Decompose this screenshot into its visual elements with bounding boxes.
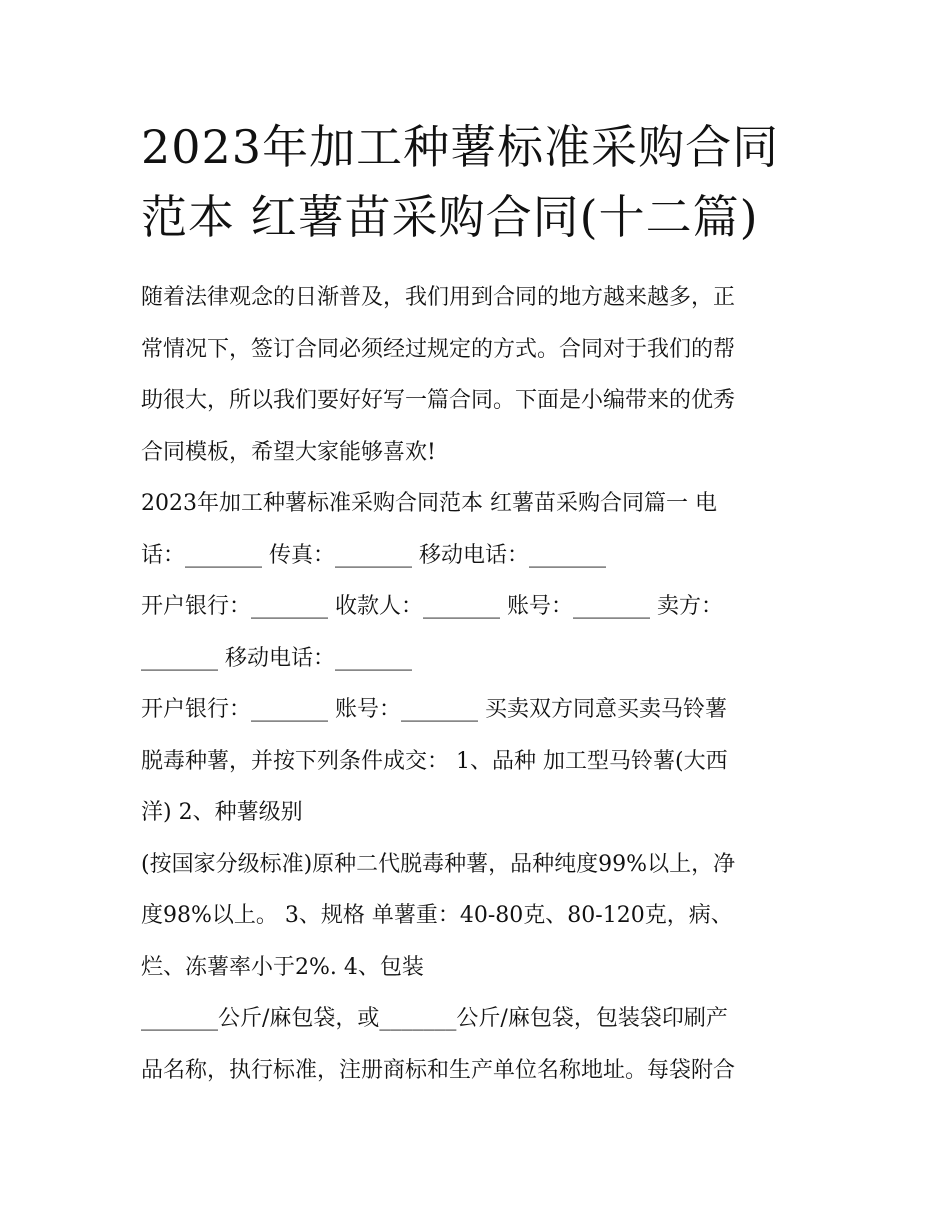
body-line: 品名称，执行标准，注册商标和生产单位名称地址。每袋附合 — [141, 1057, 736, 1083]
body-line: 2023年加工种薯标准采购合同范本 红薯苗采购合同篇一 电 — [141, 491, 717, 516]
title-line: 范本 红薯苗采购合同(十二篇) — [141, 190, 759, 244]
body-line: 脱毒种薯，并按下列条件成交： 1、品种 加工型马铃薯(大西 — [141, 748, 728, 774]
body-line: 度98%以上。 3、规格 单薯重：40-80克、80-120克，病、 — [141, 903, 733, 928]
body-line: 洋) 2、种薯级别 — [141, 800, 303, 825]
title-line: 2023年加工种薯标准采购合同 — [141, 120, 780, 174]
body-line: 合同模板，希望大家能够喜欢! — [141, 439, 436, 465]
body-line: _______ 移动电话：_______ — [141, 645, 412, 671]
body-line: _______公斤/麻包袋，或_______公斤/麻包袋，包装袋印刷产 — [141, 1006, 728, 1031]
body-line: (按国家分级标准)原种二代脱毒种薯，品种纯度99%以上，净 — [141, 851, 736, 877]
body-line: 开户银行：_______ 账号：_______ 买卖双方同意买卖马铃薯 — [141, 697, 727, 722]
body-line: 话：_______ 传真：_______ 移动电话：_______ — [141, 542, 606, 568]
body-line: 随着法律观念的日渐普及，我们用到合同的地方越来越多，正 — [141, 285, 736, 310]
body-line: 烂、冻薯率小于2%. 4、包装 — [141, 954, 424, 980]
body-line: 常情况下，签订合同必须经过规定的方式。合同对于我们的帮 — [141, 336, 736, 362]
body-line: 开户银行：_______ 收款人：_______ 账号：_______ 卖方： — [141, 594, 723, 619]
document-title — [141, 112, 813, 252]
document-content — [141, 112, 813, 1096]
document-body — [141, 272, 813, 1096]
body-line: 助很大，所以我们要好好写一篇合同。下面是小编带来的优秀 — [141, 388, 736, 413]
